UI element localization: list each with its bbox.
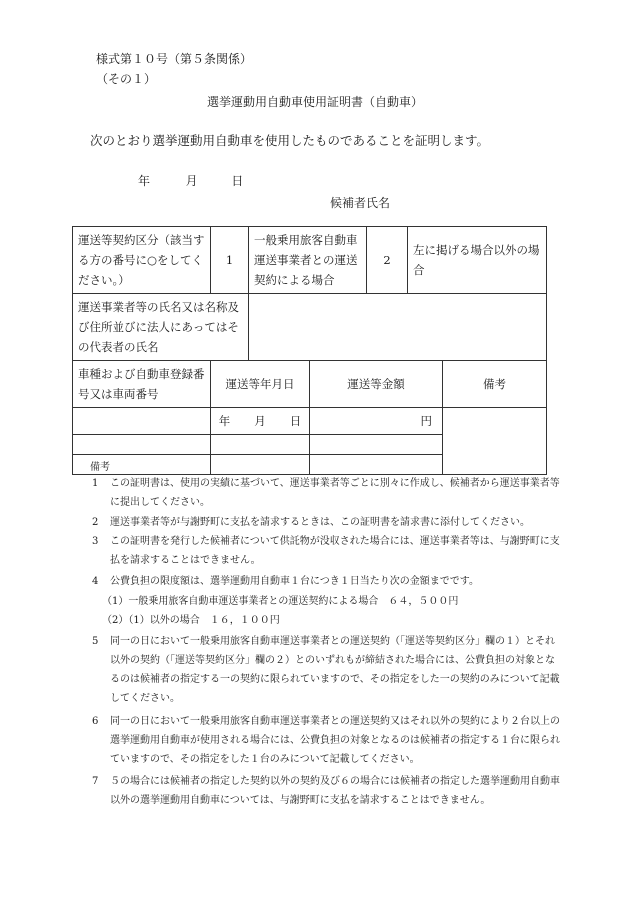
option-2-number[interactable]: 2 — [367, 227, 408, 294]
form-number: 様式第１０号（第５条関係） — [96, 52, 253, 66]
note-item-4: 4 公費負担の限度額は、選挙運動用自動車１台につき１日当たり次の金額までです。 — [92, 576, 479, 587]
note-item-7: 7 ５の場合には候補者の指定した契約以外の契約及び６の場合には候補者の指定した選挙運動用自動車以外の選挙運動用自動車については、与謝野町に支払を請求することはできません。 — [92, 776, 560, 806]
date-cell[interactable] — [211, 435, 310, 455]
row-date-year: 年 — [218, 414, 231, 428]
amount-cell[interactable] — [310, 455, 443, 475]
note-item-3: 3 この証明書を発行した候補者について供託物が没収された場合には、運送事業者等は、与謝野町に支払を請求することはできません。 — [92, 536, 560, 566]
amount-cell[interactable] — [310, 408, 443, 435]
amount-cell[interactable] — [310, 435, 443, 455]
note-item-1: 1 この証明書は、使用の実績に基づいて、運送事業者等ごとに別々に作成し、候補者から運送事業者等に提出してください。 — [92, 478, 560, 508]
certification-date — [138, 172, 243, 189]
date-cell[interactable] — [211, 408, 310, 435]
note-item-4-2: （2）（1）以外の場合 １６，１００円 — [102, 615, 280, 626]
note-item-6: 6 同一の日において一般乗用旅客自動車運送事業者との運送契約又はそれ以外の契約により２台以上の選挙運動用自動車が使用される場合には、公費負担の対象となるのは候補者の指定する１台に限られていますので、その指定をした１台のみについて記載してください。 — [92, 716, 560, 765]
row-date-month: 月 — [254, 414, 266, 428]
operator-field[interactable] — [249, 294, 547, 361]
vehicle-cell[interactable] — [73, 408, 211, 435]
option-2-text: 左に掲げる場合以外の場合 — [408, 227, 547, 294]
amount-header: 運送等金額 — [310, 361, 443, 408]
contract-type-row — [73, 227, 547, 294]
note-item-5: 5 同一の日において一般乗用旅客自動車運送事業者との運送契約（「運送等契約区分」欄の１）とそれ以外の契約（「運送等契約区分」欄の２）とのいずれもが締結された場合には、公費負担の対象となるのは候補者の指定する一の契約に限られていますので、その指定をした一の契約のみについて記載してください。 — [92, 636, 560, 704]
vehicle-label: 車種および自動車登録番号又は車両番号 — [73, 361, 211, 408]
note-item-2: 2 運送事業者等が与謝野町に支払を請求するときは、この証明書を請求書に添付してください。 — [92, 517, 530, 528]
vehicle-cell[interactable] — [73, 435, 211, 455]
remarks-header: 備考 — [443, 361, 547, 408]
operator-row — [73, 294, 547, 361]
note-item-4-1: （1）一般乗用旅客自動車運送事業者との運送契約による場合 ６４，５００円 — [102, 596, 459, 607]
row-date-day: 日 — [289, 414, 302, 428]
date-year-label: 年 — [138, 174, 151, 188]
date-day-label: 日 — [231, 174, 244, 188]
form-sub-number: （その１） — [96, 72, 157, 86]
contract-type-label: 運送等契約区分（該当する方の番号に○をしてください。） — [73, 227, 211, 294]
usage-certificate-table — [72, 226, 547, 475]
date-month-label: 月 — [185, 174, 198, 188]
date-cell[interactable] — [211, 455, 310, 475]
intro-statement: 次のとおり選挙運動用自動車を使用したものであることを証明します。 — [90, 133, 490, 148]
operator-label: 運送事業者等の氏名又は名称及び住所並びに法人にあってはその代表者の氏名 — [73, 294, 249, 361]
date-header: 運送等年月日 — [211, 361, 310, 408]
yen-unit: 円 — [420, 414, 432, 428]
table-row — [73, 408, 547, 435]
document-title: 選挙運動用自動車使用証明書（自動車） — [206, 95, 423, 109]
candidate-name-label: 候補者氏名 — [330, 196, 391, 210]
option-1-number[interactable]: 1 — [211, 227, 249, 294]
header-row — [73, 361, 547, 408]
option-1-text: 一般乗用旅客自動車運送事業者との運送契約による場合 — [249, 227, 367, 294]
notes-label: 備考 — [90, 462, 110, 473]
remarks-cell[interactable] — [443, 408, 547, 475]
